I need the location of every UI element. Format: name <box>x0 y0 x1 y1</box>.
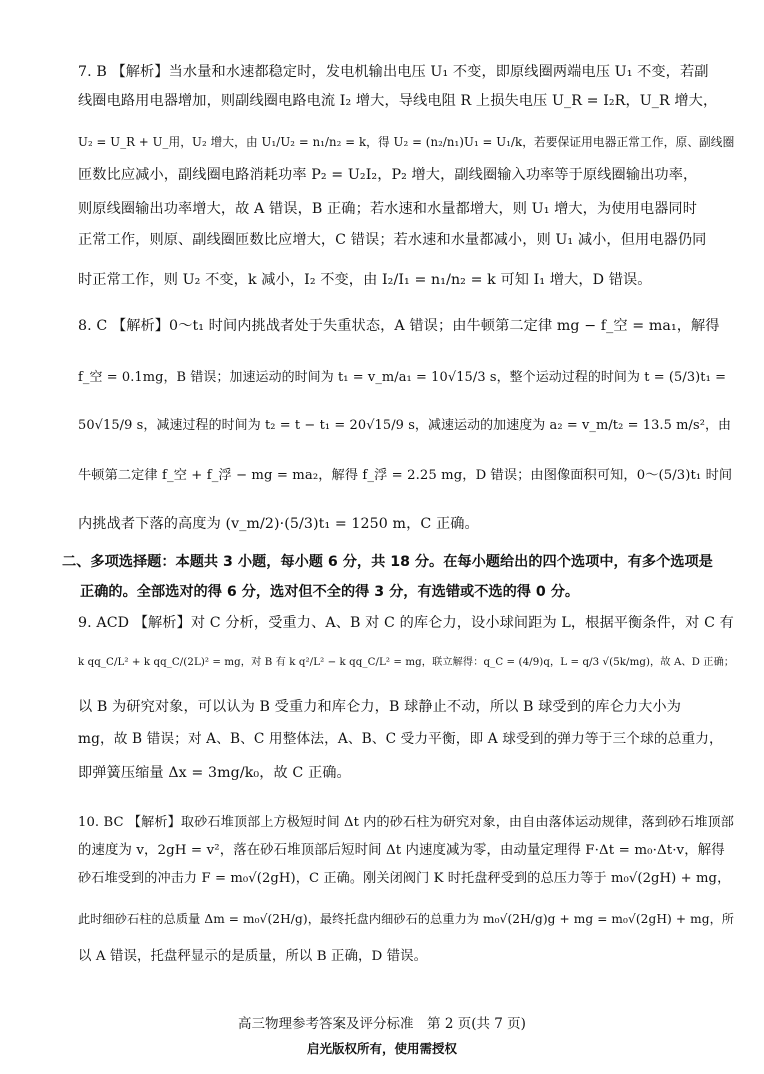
q9-line-2: k qq_C/L² + k qq_C/(2L)² = mg，对 B 有 k q²/L² − k qq_C/L² = mg，联立解得：q_C = (4/9)q，L = q/3 √(5k/mg)，故 A、D 正确； <box>78 657 735 668</box>
copyright-notice: 启光版权所有，使用需授权 <box>306 1041 457 1056</box>
answer-q8 <box>78 316 733 544</box>
q10-line-4: 此时细砂石柱的总质量 Δm = m₀√(2H/g)，最终托盘内细砂石的总重力为 m₀√(2H/g)g + mg = m₀√(2gH) + mg，所 <box>78 912 735 926</box>
q7-line-2: 线圈电路用电器增加，则副线圈电路电流 I₂ 增大，导线电阻 R 上损失电压 U_R = I₂R，U_R 增大， <box>78 93 718 109</box>
q8-line-4: 牛顿第二定律 f_空 + f_浮 − mg = ma₂，解得 f_浮 = 2.25 mg，D 错误；由图像面积可知，0～(5/3)t₁ 时间 <box>78 468 733 483</box>
answer-q9 <box>78 613 735 793</box>
q10-line-2: 的速度为 v，2gH = v²，落在砂石堆顶部后短时间 Δt 内速度减为零，由动量定理得 F·Δt = m₀·Δt·v，解得 <box>78 843 725 858</box>
page-footer-title: 高三物理参考答案及评分标准 第 2 页(共 7 页) <box>238 1016 526 1032</box>
q7-line-4: 匝数比应减小，副线圈电路消耗功率 P₂ = U₂I₂，P₂ 增大，副线圈输入功率等于原线圈输出功率， <box>78 167 698 183</box>
q10-line-1: 10. BC 【解析】取砂石堆顶部上方极短时间 Δt 内的砂石柱为研究对象，由自由落体运动规律，落到砂石堆顶部 <box>78 815 735 830</box>
section2-line-2: 正确的。全部选对的得 6 分，选对但不全的得 3 分，有选错或不选的得 0 分。 <box>80 584 580 600</box>
q7-line-5: 则原线圈输出功率增大，故 A 错误，B 正确；若水速和水量都增大，则 U₁ 增大，为使用电器同时 <box>78 201 697 217</box>
q9-line-5: 即弹簧压缩量 Δx = 3mg/k₀，故 C 正确。 <box>78 765 351 781</box>
section-multiple-choice-heading <box>62 552 713 612</box>
q10-line-5: 以 A 错误，托盘秤显示的是质量，所以 B 正确，D 错误。 <box>78 949 428 964</box>
q8-line-1: 8. C 【解析】0～t₁ 时间内挑战者处于失重状态，A 错误；由牛顿第二定律 mg − f_空 = ma₁，解得 <box>78 318 720 334</box>
q9-line-4: mg，故 B 错误；对 A、B、C 用整体法，A、B、C 受力平衡，即 A 球受到的弹力等于三个球的总重力， <box>78 731 723 747</box>
q8-line-2: f_空 = 0.1mg，B 错误；加速运动的时间为 t₁ = v_m/a₁ = 10√15/3 s，整个运动过程的时间为 t = (5/3)t₁ = <box>78 370 727 385</box>
q8-line-3: 50√15/9 s，减速过程的时间为 t₂ = t − t₁ = 20√15/9 s，减速运动的加速度为 a₂ = v_m/t₂ = 13.5 m/s²，由 <box>78 418 732 433</box>
section2-line-1: 二、多项选择题：本题共 3 小题，每小题 6 分，共 18 分。在每小题给出的四个选项中，有多个选项是 <box>62 554 713 570</box>
q7-line-6: 正常工作，则原、副线圈匝数比应增大，C 错误；若水速和水量都减小，则 U₁ 减小，但用电器仍同 <box>78 232 707 248</box>
answer-q7 <box>78 62 735 300</box>
q7-line-1: 7. B 【解析】当水量和水速都稳定时，发电机输出电压 U₁ 不变，即原线圈两端电压 U₁ 不变，若副 <box>78 64 709 80</box>
q10-line-3: 砂石堆受到的冲击力 F = m₀√(2gH)，C 正确。刚关闭阀门 K 时托盘秤受到的总压力等于 m₀√(2gH) + mg， <box>78 871 731 886</box>
q9-line-3: 以 B 为研究对象，可以认为 B 受重力和库仑力，B 球静止不动，所以 B 球受到的库仑力大小为 <box>78 699 682 715</box>
q7-line-3: U₂ = U_R + U_用，U₂ 增大，由 U₁/U₂ = n₁/n₂ = k，得 U₂ = (n₂/n₁)U₁ = U₁/k，若要保证用电器正常工作，原、副线圈 <box>78 135 735 149</box>
q8-line-5: 内挑战者下落的高度为 (v_m/2)·(5/3)t₁ = 1250 m，C 正确。 <box>78 516 479 532</box>
answer-q10 <box>78 813 735 975</box>
q9-line-1: 9. ACD 【解析】对 C 分析，受重力、A、B 对 C 的库仑力，设小球间距为 L，根据平衡条件，对 C 有 <box>78 615 734 631</box>
q7-line-7: 时正常工作，则 U₂ 不变，k 减小，I₂ 不变，由 I₂/I₁ = n₁/n₂ = k 可知 I₁ 增大，D 错误。 <box>78 272 652 288</box>
